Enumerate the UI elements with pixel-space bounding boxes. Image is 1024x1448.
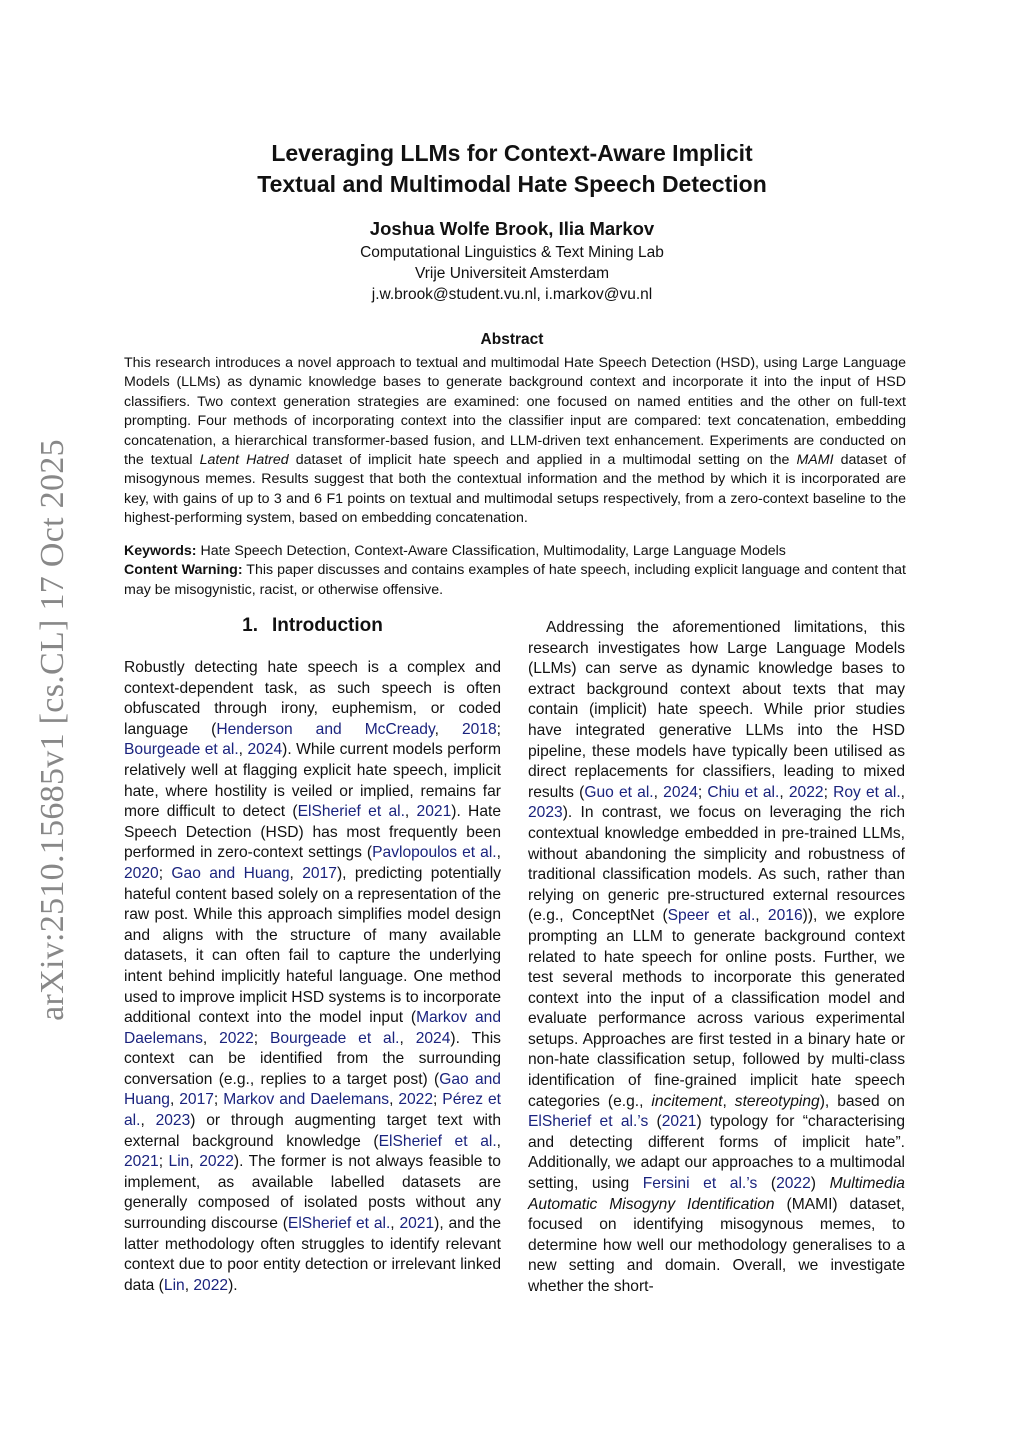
text-run: ; xyxy=(823,783,834,801)
text-run: , xyxy=(755,907,768,925)
text-run: ; xyxy=(213,1091,224,1109)
citation-link[interactable]: Gao and Huang xyxy=(124,1070,501,1109)
category-term: incitement xyxy=(651,1092,723,1110)
dataset-full-name: Multimedia Automatic Misogyny Identification xyxy=(528,1175,905,1213)
text-run: ; xyxy=(158,864,172,882)
text-run: ; xyxy=(433,1091,443,1109)
right-column-text xyxy=(528,618,905,1298)
citation-link[interactable]: 2022 xyxy=(398,1091,434,1109)
content-warning-label: Content Warning: xyxy=(124,562,243,579)
text-run: , xyxy=(289,864,303,882)
citation-link[interactable]: 2022 xyxy=(788,783,824,801)
text-run: ), and the latter methodology often struggles to identify relevant context due to poor entity detection or irrelevant linked data ( xyxy=(124,1215,502,1294)
text-run: , xyxy=(238,741,248,759)
intro-paragraph-1 xyxy=(124,658,501,1296)
title-line-2: Textual and Multimodal Hate Speech Detection xyxy=(257,171,767,197)
text-run: , xyxy=(189,1153,200,1171)
text-run: , xyxy=(169,1091,180,1109)
citation-link[interactable]: ElSherief et al. xyxy=(378,1132,497,1150)
citation-link[interactable]: Roy et al. xyxy=(833,783,901,801)
citation-link[interactable]: 2022 xyxy=(776,1175,811,1193)
citation-link[interactable]: 2022 xyxy=(219,1029,254,1047)
citation-link[interactable]: Pérez et al. xyxy=(124,1091,501,1130)
text-run: , xyxy=(653,783,664,801)
arxiv-sidebar xyxy=(33,430,73,1030)
section-title: Introduction xyxy=(272,615,383,636)
text-run: ) or through augmenting target text with external background knowledge ( xyxy=(124,1112,501,1150)
text-run: , xyxy=(722,1092,735,1110)
text-run: , xyxy=(496,844,501,862)
citation-link[interactable]: Henderson and McCready xyxy=(216,720,435,738)
citation-link[interactable]: ElSherief et al. xyxy=(297,803,405,821)
text-run: , xyxy=(404,803,417,821)
text-run: ; xyxy=(697,783,708,801)
keywords-block xyxy=(124,542,906,600)
citation-link[interactable]: 2021 xyxy=(416,803,452,821)
citation-link[interactable]: ElSherief et al.’s xyxy=(528,1113,649,1131)
citation-link[interactable]: Markov and Daelemans xyxy=(124,1009,501,1047)
citation-link[interactable]: Chiu et al. xyxy=(707,783,780,801)
citation-link[interactable]: 2023 xyxy=(528,804,563,822)
text-run: ), predicting potentially hateful content based solely on a representation of the raw post. While this approach simplifies model design and aligns with the structure of many available datasets, it can often fail to capture the underlying intent behind implicitly hateful language. One method used to improve implicit HSD systems is to incorporate additional context into the model input ( xyxy=(124,864,501,1027)
citation-link[interactable]: Bourgeade et al. xyxy=(269,1029,400,1047)
citation-link[interactable]: Lin xyxy=(168,1153,190,1171)
citation-link[interactable]: 2017 xyxy=(179,1091,214,1109)
keywords-text: Hate Speech Detection, Context-Aware Classification, Multimodality, Large Language Models xyxy=(196,543,786,559)
citation-link[interactable]: ElSherief et al. xyxy=(287,1215,391,1233)
citation-link[interactable]: 2024 xyxy=(415,1029,451,1047)
text-run: ) xyxy=(810,1175,830,1193)
section-heading xyxy=(124,615,501,637)
text-run: ). In contrast, we focus on leveraging the rich contextual knowledge embedded in pre-trained LLMs, without abandoning the simplicity and robustness of traditional classification models. As such, rather than relying on generic pre-structured external resources (e.g., ConceptNet ( xyxy=(528,804,905,925)
paper-title xyxy=(150,138,874,200)
text-run: Robustly detecting hate speech is a complex and context-dependent task, as such speech is often obfuscated through irony, euphemism, or coded language ( xyxy=(124,659,501,738)
text-run: ) typology for “characterising and detecting different forms of implicit hate”. Additionally, we adapt our approaches to a multimodal setting, using xyxy=(528,1113,905,1193)
text-run: , xyxy=(900,783,906,801)
citation-link[interactable]: Lin xyxy=(163,1276,185,1294)
citation-link[interactable]: 2016 xyxy=(767,907,803,925)
authors: Joshua Wolfe Brook, Ilia Markov xyxy=(369,218,655,239)
text-run: , xyxy=(779,783,789,801)
intro-paragraph-2 xyxy=(528,618,905,1298)
arxiv-id: arXiv:2510.15685v1 [cs.CL] 17 Oct 2025 xyxy=(34,439,71,1021)
abstract-heading: Abstract xyxy=(480,331,544,348)
content-warning-text: This paper discusses and contains examples of hate speech, including explicit language and content that may be misogynistic, racist, or otherwise offensive. xyxy=(124,562,906,598)
citation-link[interactable]: Fersini et al.’s xyxy=(642,1175,758,1193)
citation-link[interactable]: Pavlopoulos et al. xyxy=(372,844,497,862)
text-run: ; xyxy=(158,1153,169,1171)
text-run: , xyxy=(140,1112,156,1130)
text-run: ). xyxy=(228,1276,238,1294)
keywords-label: Keywords: xyxy=(124,543,197,559)
text-run: ). While current models perform relatively well at flagging explicit hate speech, implicit hate, where hostility is veiled or implied, remains far more difficult to detect ( xyxy=(124,741,501,821)
citation-link[interactable]: 2022 xyxy=(199,1153,234,1171)
section-number: 1. xyxy=(242,615,259,636)
text-run: , xyxy=(496,1132,502,1150)
text-run: Addressing the aforementioned limitations, this research investigates how Large Language Models (LLMs) can serve as dynamic knowledge bases to extract background context about texts that may contain (implicit) hate speech. While prior studies have integrated generative LLMs into the HSD pipeline, these models have typically been utilised as direct replacements for classifiers, leading to mixed results ( xyxy=(528,619,905,801)
text-run: ). The former is not always feasible to implement, as available labelled datasets are generally composed of isolated posts without any surrounding discourse ( xyxy=(124,1153,501,1233)
citation-link[interactable]: Speer et al. xyxy=(667,907,756,925)
citation-link[interactable]: 2020 xyxy=(124,864,159,882)
text-run: , xyxy=(202,1029,220,1047)
author-emails: j.w.brook@student.vu.nl, i.markov@vu.nl xyxy=(371,286,653,303)
dataset-name-latent-hatred: Latent Hatred xyxy=(199,452,289,469)
citation-link[interactable]: Guo et al. xyxy=(584,783,654,801)
abstract-body xyxy=(124,354,906,529)
affiliation xyxy=(150,242,874,305)
citation-link[interactable]: 2021 xyxy=(124,1153,159,1171)
text-run: ; xyxy=(253,1029,270,1047)
abstract-text: This research introduces a novel approach to textual and multimodal Hate Speech Detection (HSD), using Large Language Models (LLMs) as dynamic knowledge bases to generate background context and incorporate it into the input of HSD classifiers. Two context generation strategies are examined: one focused on named entities and the other on full-text prompting. Four methods of incorporating context into the classifier input are compared: text concatenation, embedding concatenation, a hierarchical transformer-based fusion, and LLM-driven text enhancement. Experiments are conducted on the textual xyxy=(124,355,906,469)
citation-link[interactable]: 2017 xyxy=(302,864,337,882)
affiliation-university: Vrije Universiteit Amsterdam xyxy=(414,265,610,282)
citation-link[interactable]: 2018 xyxy=(461,720,497,738)
abstract-text: dataset of implicit hate speech and applied in a multimodal setting on the xyxy=(288,452,797,469)
citation-link[interactable]: 2024 xyxy=(663,783,698,801)
category-term: stereotyping xyxy=(734,1092,820,1110)
text-run: , xyxy=(434,720,462,738)
citation-link[interactable]: 2023 xyxy=(155,1112,191,1130)
text-run: , xyxy=(399,1029,416,1047)
citation-link[interactable]: Bourgeade et al. xyxy=(124,741,239,759)
abstract-text: dataset of misogynous memes. Results suggest that both the contextual information and the method by which it is incorporated are key, with gains of up to 3 and 6 F1 points on textual and multimodal setups respectively, from a zero-context baseline to the highest-performing system, based on embedding concatenation. xyxy=(124,452,906,527)
citation-link[interactable]: 2021 xyxy=(399,1215,435,1233)
text-run: ( xyxy=(648,1113,662,1131)
title-line-1: Leveraging LLMs for Context-Aware Implicit xyxy=(271,140,753,166)
text-run: ), based on xyxy=(819,1092,905,1110)
citation-link[interactable]: Gao and Huang xyxy=(171,864,290,882)
citation-link[interactable]: 2022 xyxy=(193,1276,229,1294)
text-run: )), we explore prompting an LLM to generate background context related to hate speech for online posts. Further, we test several methods to incorporate this generated context into the input of a classification model and evaluate performance across various experimental setups. Approaches are first tested in a binary hate or non-hate classification setup, followed by multi-class identification of fine-grained implicit hate speech categories (e.g., xyxy=(528,907,905,1110)
citation-link[interactable]: 2024 xyxy=(247,741,283,759)
citation-link[interactable]: 2021 xyxy=(661,1113,697,1131)
text-run: ). Hate Speech Detection (HSD) has most frequently been performed in zero-context settings ( xyxy=(124,803,501,862)
text-run: ; xyxy=(496,720,501,738)
text-run: ( xyxy=(757,1175,777,1193)
dataset-name-mami: MAMI xyxy=(796,452,834,469)
text-run: ). This context can be identified from the surrounding conversation (e.g., replies to a target post) ( xyxy=(124,1029,501,1088)
text-run: (MAMI) dataset, focused on identifying misogynous memes, to determine how well our methodology generalises to a new setting and domain. Overall, we investigate whether the short- xyxy=(528,1195,906,1295)
affiliation-lab: Computational Linguistics & Text Mining Lab xyxy=(360,244,664,261)
left-column-text xyxy=(124,658,501,1296)
citation-link[interactable]: Markov and Daelemans xyxy=(223,1091,390,1109)
text-run: , xyxy=(390,1215,400,1233)
text-run: , xyxy=(389,1091,399,1109)
text-run: , xyxy=(184,1276,194,1294)
